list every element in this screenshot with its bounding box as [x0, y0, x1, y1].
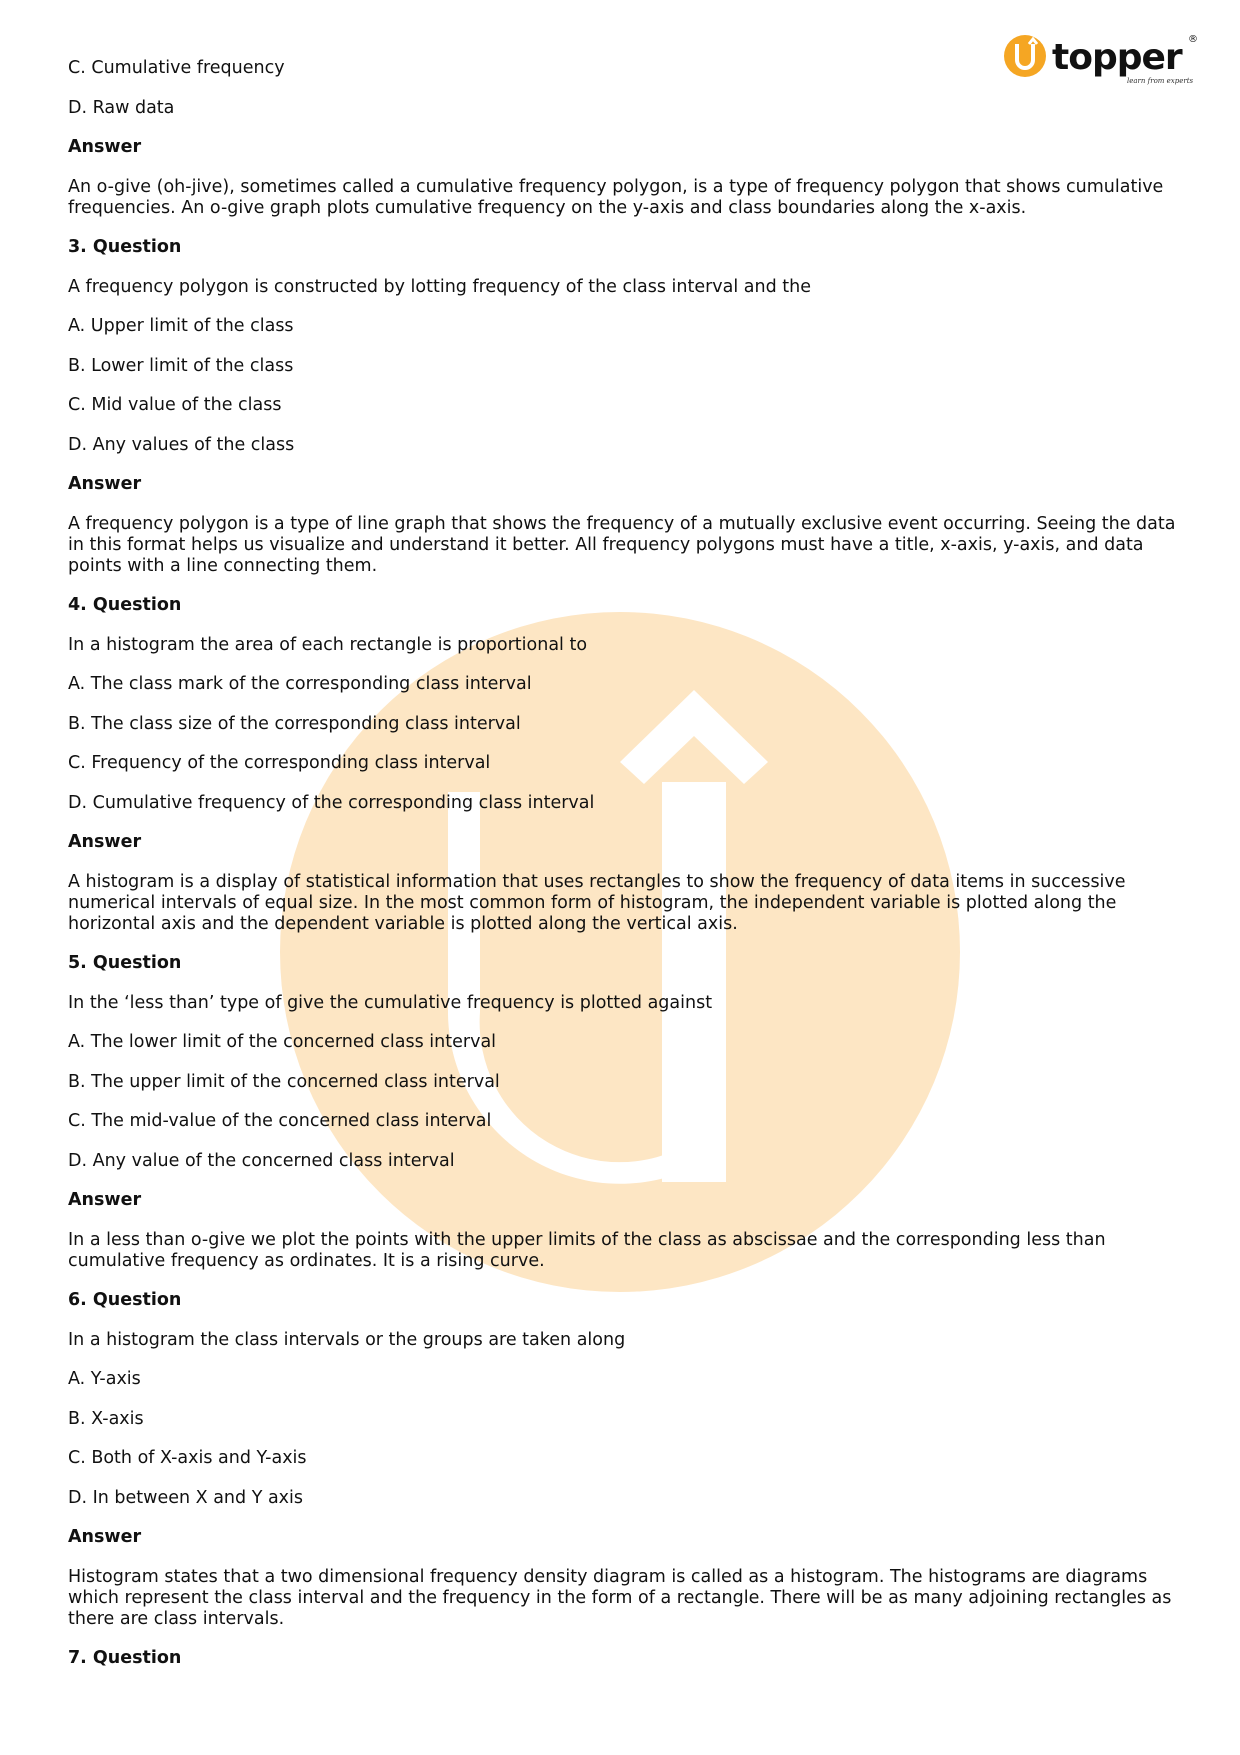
question-text-6: In a histogram the class intervals or the groups are taken along — [68, 1329, 626, 1350]
question-heading-7: 7. Question — [68, 1648, 182, 1668]
answer-heading: Answer — [68, 1190, 142, 1210]
option-c: C. The mid-value of the concerned class interval — [68, 1111, 492, 1131]
option-d: D. Any value of the concerned class interval — [68, 1150, 455, 1171]
option-d: D. Any values of the class — [68, 434, 295, 455]
option-d: D. Raw data — [68, 97, 175, 118]
question-heading-4: 4. Question — [68, 595, 182, 615]
answer-heading: Answer — [68, 474, 142, 494]
question-heading-3: 3. Question — [68, 237, 182, 257]
answer-text: An o-give (oh-jive), sometimes called a cumulative frequency polygon, is a type of frequency polygon that shows cumulative frequencies. An o-give graph plots cumulative frequency on the y-axis and class boundaries along the x-axis. — [68, 176, 1164, 218]
answer-heading: Answer — [68, 1527, 142, 1547]
question-text-4: In a histogram the area of each rectangle is proportional to — [68, 634, 588, 655]
option-a: A. The class mark of the corresponding class interval — [68, 674, 532, 694]
question-text-3: A frequency polygon is constructed by lotting frequency of the class interval and the — [68, 276, 812, 297]
option-a: A. The lower limit of the concerned class interval — [68, 1032, 497, 1052]
option-b: B. The upper limit of the concerned class interval — [68, 1071, 500, 1092]
question-heading-5: 5. Question — [68, 953, 182, 973]
question-text-5: In the ‘less than’ type of give the cumulative frequency is plotted against — [68, 992, 713, 1013]
option-b: B. Lower limit of the class — [68, 355, 294, 376]
logo-tagline: learn from experts — [1127, 77, 1194, 85]
option-d: D. Cumulative frequency of the corresponding class interval — [68, 792, 595, 813]
logo-wordmark: topper — [1052, 37, 1182, 78]
question-heading-6: 6. Question — [68, 1290, 182, 1310]
option-d: D. In between X and Y axis — [68, 1487, 304, 1508]
option-a: A. Y-axis — [68, 1369, 141, 1389]
answer-heading: Answer — [68, 832, 142, 852]
registered-mark: ® — [1188, 34, 1198, 45]
option-b: B. The class size of the corresponding class interval — [68, 713, 521, 734]
option-c: C. Cumulative frequency — [68, 58, 285, 78]
option-c: C. Frequency of the corresponding class interval — [68, 753, 491, 773]
logo-badge-icon — [1004, 35, 1046, 77]
option-c: C. Mid value of the class — [68, 395, 282, 415]
topper-logo — [1003, 30, 1203, 92]
option-c: C. Both of X-axis and Y-axis — [68, 1448, 307, 1468]
answer-text: Histogram states that a two dimensional frequency density diagram is called as a histogram. The histograms are diagrams which represent the class interval and the frequency in the form of a rectangle. There will be as many adjoining rectangles as there are class intervals. — [68, 1566, 1172, 1629]
answer-text: A histogram is a display of statistical information that uses rectangles to show the frequency of data items in successive numerical intervals of equal size. In the most common form of histogram, the independent variable is plotted along the horizontal axis and the dependent variable is plotted along the vertical axis. — [68, 871, 1126, 934]
option-a: A. Upper limit of the class — [68, 316, 294, 336]
answer-text: A frequency polygon is a type of line graph that shows the frequency of a mutually exclusive event occurring. Seeing the data in this format helps us visualize and understand it better. All frequency polygons must have a title, x-axis, y-axis, and data points with a line connecting them. — [68, 513, 1176, 576]
document-body — [68, 58, 1178, 1688]
answer-heading: Answer — [68, 137, 142, 157]
answer-text: In a less than o-give we plot the points with the upper limits of the class as abscissae and the corresponding less than cumulative frequency as ordinates. It is a rising curve. — [68, 1229, 1106, 1271]
option-b: B. X-axis — [68, 1408, 144, 1429]
